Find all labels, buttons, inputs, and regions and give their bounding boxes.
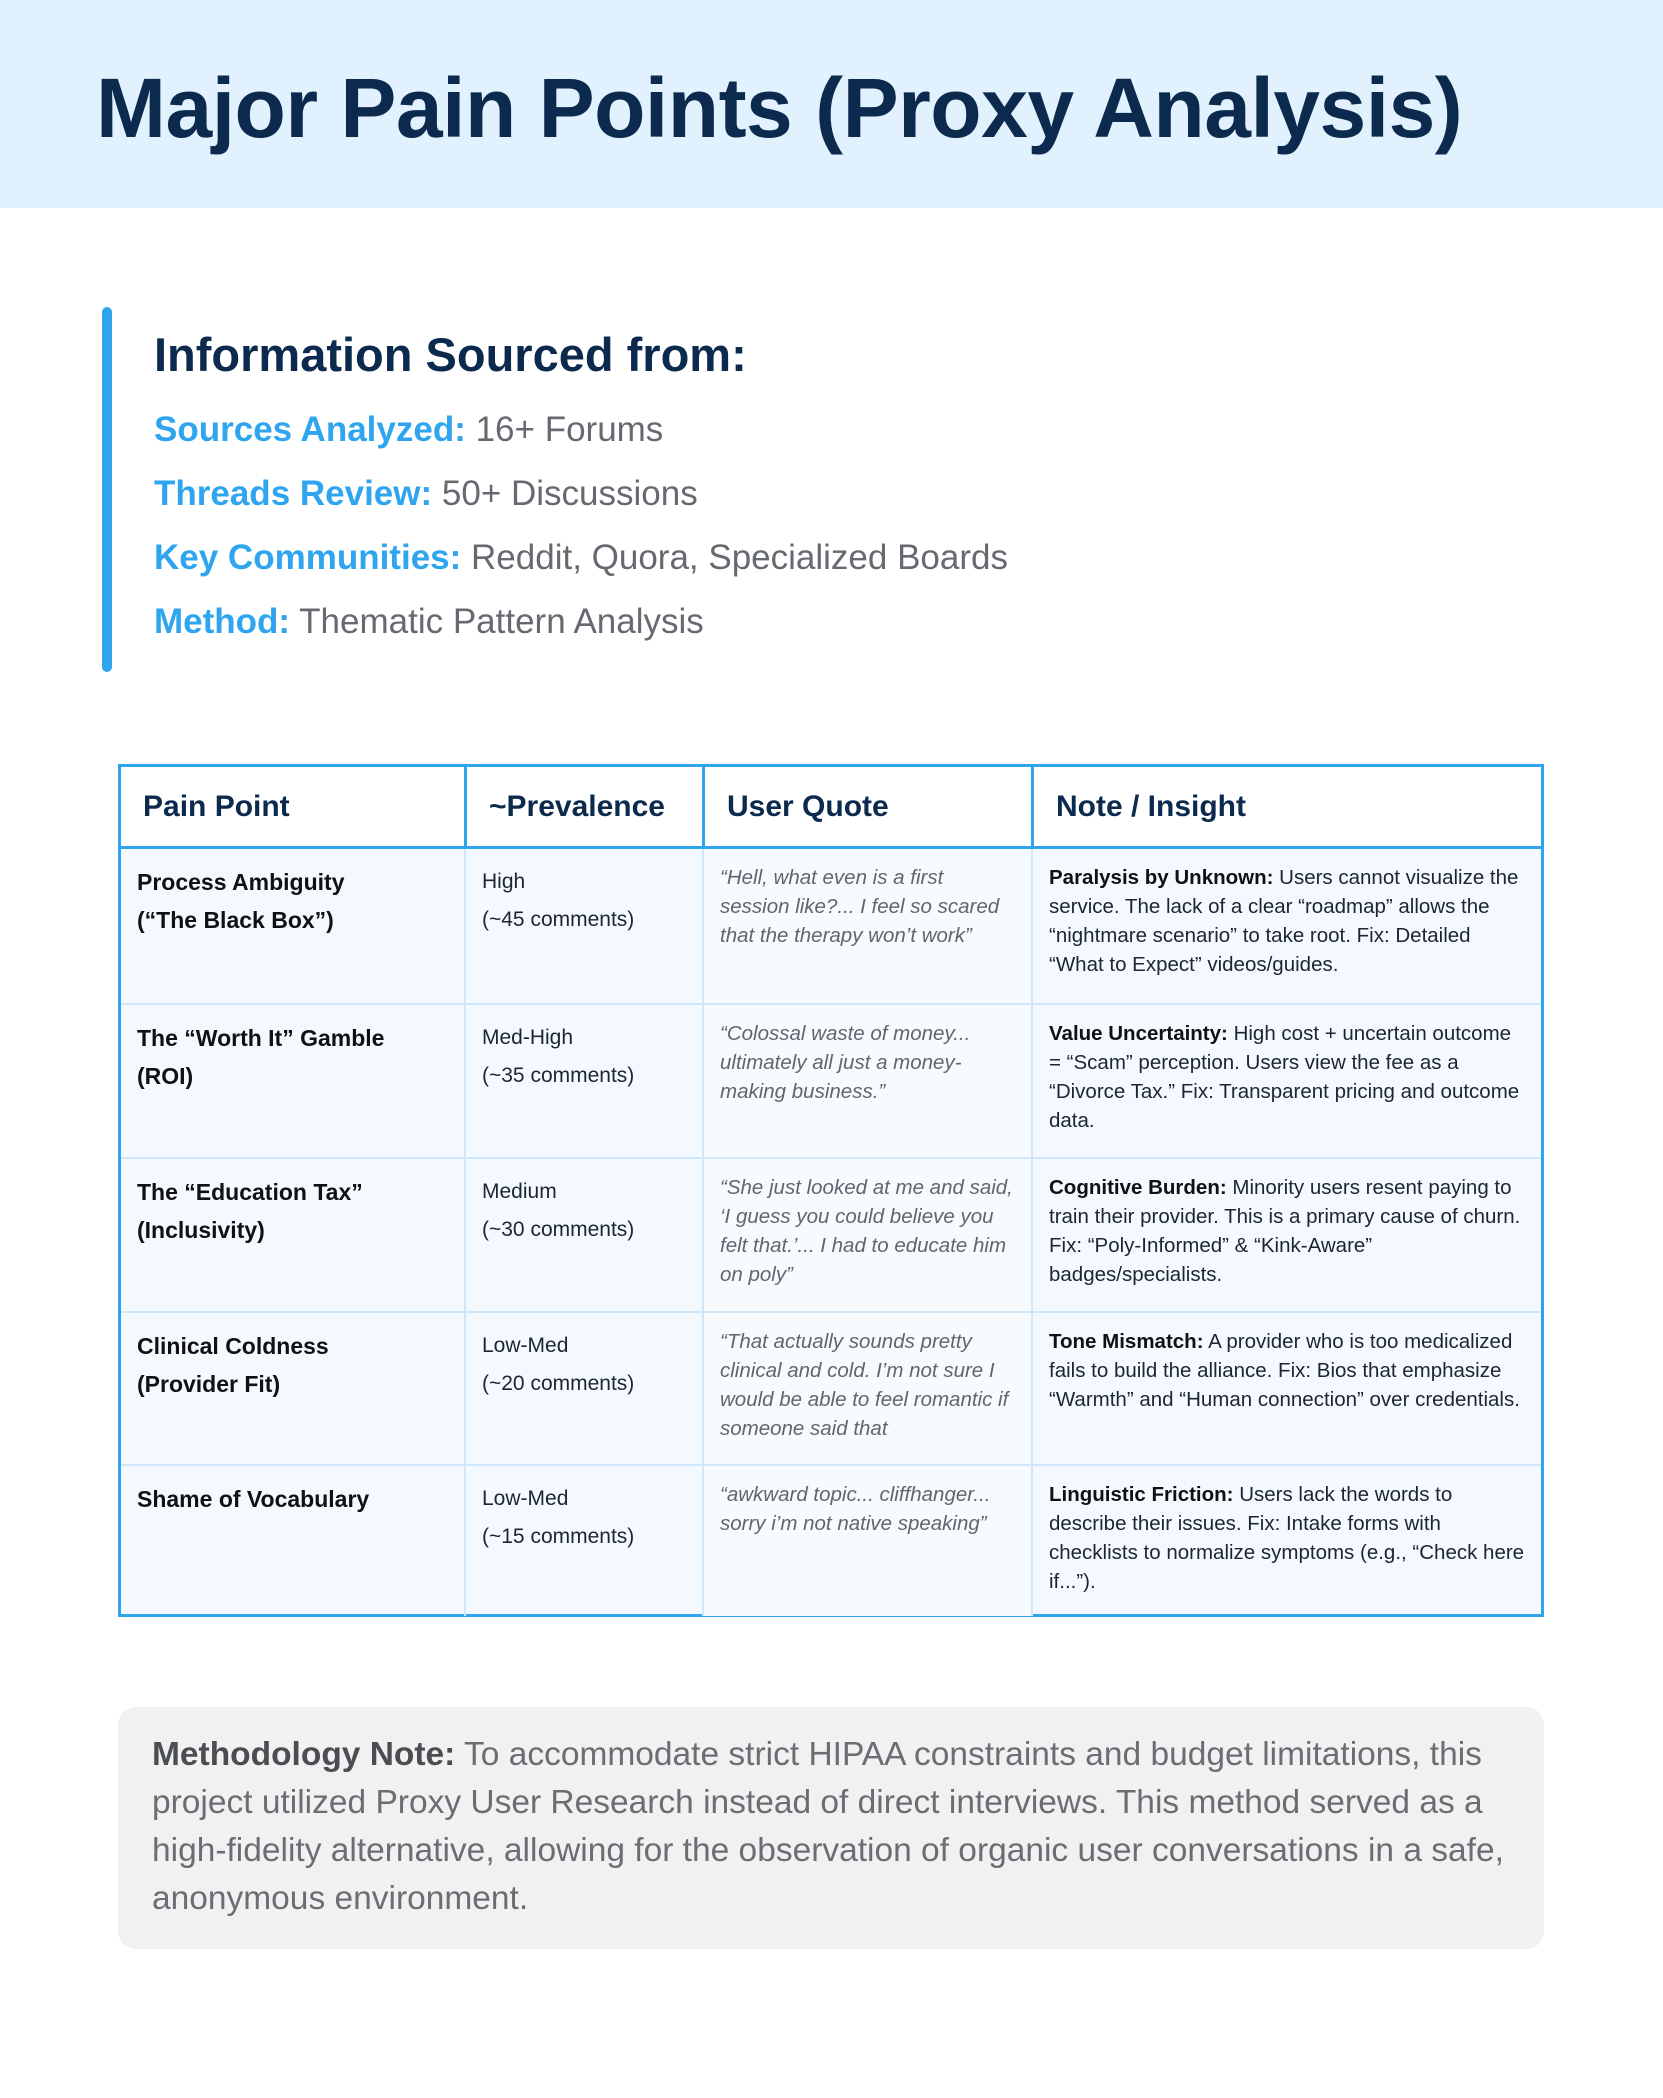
note-text: High cost + uncertain outcome = “Scam” perception. Users view the fee as a “Divorce Tax.” Fix: Transparent pricing and outcome data. (1049, 1022, 1520, 1132)
source-label: Method: (154, 602, 291, 641)
note-label: Tone Mismatch: (1049, 1330, 1204, 1353)
column-header-note-insight: Note / Insight (1031, 767, 1541, 846)
pain-point-title: Shame of Vocabulary (137, 1486, 370, 1512)
pain-points-table (118, 764, 1544, 1617)
note-label: Cognitive Burden: (1049, 1176, 1227, 1199)
pain-point-title: The “Education Tax” (137, 1179, 363, 1205)
prevalence-level: Medium (482, 1180, 557, 1203)
sources-heading: Information Sourced from: (154, 328, 747, 381)
methodology-label: Methodology Note: (152, 1736, 456, 1773)
note-text: A provider who is too medicalized fails to build the alliance. Fix: Bios that emphasize “Warmth” and “Human connection” over credentials. (1049, 1330, 1520, 1411)
pain-point-subtitle: (“The Black Box”) (137, 907, 334, 933)
note-label: Linguistic Friction: (1049, 1483, 1234, 1506)
note-cell (1031, 1466, 1541, 1616)
quote-cell (702, 1313, 1031, 1466)
methodology-text: To accommodate strict HIPAA constraints and budget limitations, this project utilized Proxy User Research instead of direct interviews. This method served as a high-fidelity alternative, allowing for the observation of organic user conversations in a safe, anonymous environment. (152, 1736, 1504, 1917)
prevalence-level: Med-High (482, 1026, 574, 1049)
pain-point-title: The “Worth It” Gamble (137, 1025, 385, 1051)
accent-bar (102, 307, 112, 672)
table-row (121, 1157, 1541, 1313)
prevalence-count: (~15 comments) (482, 1525, 635, 1548)
table-row (121, 1003, 1541, 1159)
note-insight (1049, 863, 1525, 979)
source-label: Sources Analyzed: (154, 410, 466, 449)
note-cell (1031, 1159, 1541, 1313)
note-cell (1031, 1313, 1541, 1466)
note-insight (1049, 1480, 1525, 1596)
prevalence-count: (~35 comments) (482, 1064, 635, 1087)
note-text: Users lack the words to describe their issues. Fix: Intake forms with checklists to normalize symptoms (e.g., “Check here if...”). (1049, 1483, 1525, 1593)
table-row (121, 849, 1541, 1003)
quote-cell (702, 1005, 1031, 1159)
note-text: Users cannot visualize the service. The lack of a clear “roadmap” allows the “nightmare scenario” to take root. Fix: Detailed “What to Expect” videos/guides. (1049, 866, 1519, 976)
user-quote: “awkward topic... cliffhanger... sorry i’m not native speaking” (720, 1483, 991, 1535)
quote-cell (702, 849, 1031, 1003)
user-quote: “Colossal waste of money... ultimately all just a money-making business.” (720, 1022, 971, 1103)
note-text: Minority users resent paying to train their provider. This is a primary cause of churn. Fix: “Poly-Informed” & “Kink-Aware” badges/specialists. (1049, 1176, 1521, 1286)
prevalence-cell (464, 1466, 702, 1616)
note-cell (1031, 849, 1541, 1003)
prevalence-cell (464, 1159, 702, 1313)
prevalence-level: High (482, 870, 526, 893)
pain-point-title: Clinical Coldness (137, 1333, 329, 1359)
prevalence-count: (~45 comments) (482, 908, 635, 931)
note-insight (1049, 1019, 1525, 1135)
prevalence-cell (464, 849, 702, 1003)
column-header-prevalence: ~Prevalence (464, 767, 702, 846)
pain-point-cell (121, 1159, 464, 1313)
note-insight (1049, 1327, 1525, 1414)
pain-point-subtitle: (ROI) (137, 1063, 194, 1089)
prevalence-level: Low-Med (482, 1487, 569, 1510)
source-row (154, 535, 1008, 581)
user-quote: “Hell, what even is a first session like?... I feel so scared that the therapy won’t work” (720, 866, 1000, 947)
user-quote: “She just looked at me and said, ‘I guess you could believe you felt that.’... I had to educate him on poly” (720, 1176, 1013, 1286)
source-label: Threads Review: (154, 474, 433, 513)
pain-point-cell (121, 849, 464, 1003)
column-header-pain-point: Pain Point (143, 790, 290, 823)
note-insight (1049, 1173, 1525, 1289)
quote-cell (702, 1159, 1031, 1313)
table-row (121, 1464, 1541, 1616)
pain-point-subtitle: (Provider Fit) (137, 1371, 281, 1397)
prevalence-count: (~30 comments) (482, 1218, 635, 1241)
source-row (154, 599, 704, 645)
note-label: Value Uncertainty: (1049, 1022, 1228, 1045)
prevalence-level: Low-Med (482, 1334, 569, 1357)
prevalence-count: (~20 comments) (482, 1372, 635, 1395)
pain-point-cell (121, 1313, 464, 1466)
table-header (121, 767, 1541, 849)
header-band (0, 0, 1663, 208)
table-row (121, 1311, 1541, 1466)
column-header-user-quote: User Quote (702, 767, 1031, 846)
quote-cell (702, 1466, 1031, 1616)
source-row (154, 407, 663, 453)
sources-block (102, 307, 1202, 672)
page-title: Major Pain Points (Proxy Analysis) (96, 61, 1463, 155)
source-row (154, 471, 698, 517)
pain-point-subtitle: (Inclusivity) (137, 1217, 265, 1243)
user-quote: “That actually sounds pretty clinical and cold. I’m not sure I would be able to feel romantic if someone said that (720, 1330, 1009, 1440)
source-value: 16+ Forums (475, 410, 664, 449)
note-label: Paralysis by Unknown: (1049, 866, 1274, 889)
prevalence-cell (464, 1005, 702, 1159)
source-value: Reddit, Quora, Specialized Boards (471, 538, 1008, 577)
methodology-note (118, 1707, 1544, 1949)
source-value: 50+ Discussions (441, 474, 698, 513)
pain-point-title: Process Ambiguity (137, 869, 345, 895)
pain-point-cell (121, 1466, 464, 1616)
source-value: Thematic Pattern Analysis (299, 602, 704, 641)
note-cell (1031, 1005, 1541, 1159)
pain-point-cell (121, 1005, 464, 1159)
source-label: Key Communities: (154, 538, 462, 577)
prevalence-cell (464, 1313, 702, 1466)
